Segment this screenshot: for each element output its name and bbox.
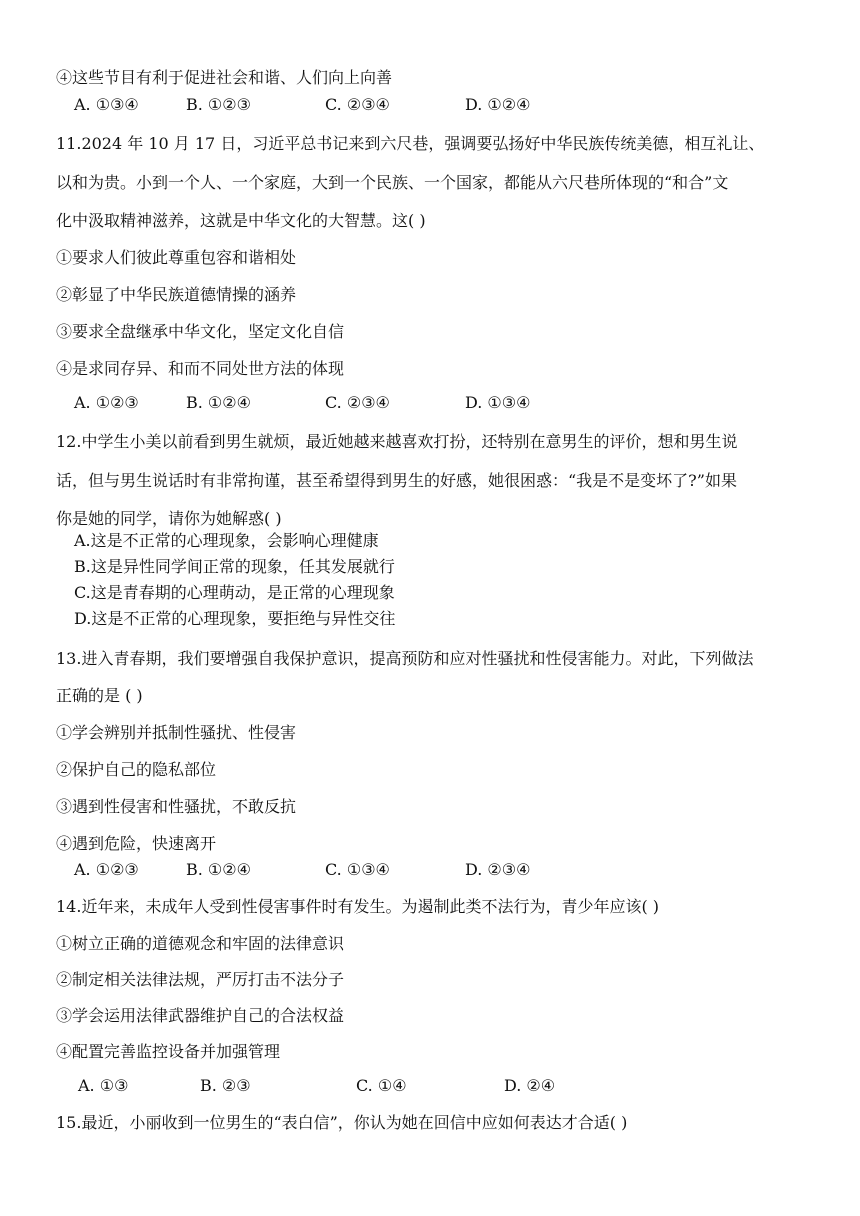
q13-item-1: ①学会辨别并抵制性骚扰、性侵害 (56, 723, 297, 742)
q10-option-b[interactable]: B. ①②③ (186, 95, 251, 114)
q13-item-2: ②保护自己的隐私部位 (56, 760, 217, 779)
q13-option-d[interactable]: D. ②③④ (465, 860, 531, 879)
q12-stem-line-2: 话，但与男生说话时有非常拘谨，甚至希望得到男生的好感，她很困惑：“我是不是变坏了?”如果 (56, 471, 737, 490)
q13-option-a[interactable]: A. ①②③ (74, 860, 139, 879)
q12-option-c[interactable]: C.这是青春期的心理萌动，是正常的心理现象 (74, 583, 395, 602)
q14-item-2: ②制定相关法律法规，严厉打击不法分子 (56, 970, 345, 989)
q13-option-c[interactable]: C. ①③④ (325, 860, 390, 879)
q10-item-4: ④这些节目有利于促进社会和谐、人们向上向善 (56, 68, 393, 87)
q11-stem-line-3: 化中汲取精神滋养，这就是中华文化的大智慧。这( ) (56, 211, 426, 230)
q10-option-c[interactable]: C. ②③④ (325, 95, 390, 114)
q14-item-1: ①树立正确的道德观念和牢固的法律意识 (56, 934, 345, 953)
q11-option-c[interactable]: C. ②③④ (325, 393, 390, 412)
q13-option-b[interactable]: B. ①②④ (186, 860, 251, 879)
q12-stem-line-1: 12.中学生小美以前看到男生就烦，最近她越来越喜欢打扮，还特别在意男生的评价，想和男生说 (56, 432, 738, 451)
q11-stem-line-1: 11.2024 年 10 月 17 日，习近平总书记来到六尺巷，强调要弘扬好中华民族传统美德，相互礼让、 (56, 134, 765, 153)
q14-stem-line-1: 14.近年来，未成年人受到性侵害事件时有发生。为遏制此类不法行为，青少年应该( ) (56, 897, 660, 916)
q11-item-3: ③要求全盘继承中华文化，坚定文化自信 (56, 322, 345, 341)
q14-option-a[interactable]: A. ①③ (78, 1076, 129, 1095)
q10-option-a[interactable]: A. ①③④ (74, 95, 139, 114)
q14-option-b[interactable]: B. ②③ (200, 1076, 251, 1095)
q14-item-3: ③学会运用法律武器维护自己的合法权益 (56, 1006, 345, 1025)
q10-option-d[interactable]: D. ①②④ (465, 95, 531, 114)
q13-item-4: ④遇到危险，快速离开 (56, 834, 217, 853)
q14-item-4: ④配置完善监控设备并加强管理 (56, 1042, 281, 1061)
q11-item-1: ①要求人们彼此尊重包容和谐相处 (56, 248, 297, 267)
q12-stem-line-3: 你是她的同学，请你为她解惑( ) (56, 509, 282, 528)
q13-item-3: ③遇到性侵害和性骚扰，不敢反抗 (56, 797, 297, 816)
q15-stem-line-1: 15.最近，小丽收到一位男生的“表白信”，你认为她在回信中应如何表达才合适( ) (56, 1113, 628, 1132)
q13-stem-line-2: 正确的是 ( ) (56, 686, 143, 705)
q11-option-b[interactable]: B. ①②④ (186, 393, 251, 412)
q14-option-d[interactable]: D. ②④ (504, 1076, 556, 1095)
q13-stem-line-1: 13.进入青春期，我们要增强自我保护意识，提高预防和应对性骚扰和性侵害能力。对此，下列做法 (56, 649, 754, 668)
q11-option-d[interactable]: D. ①③④ (465, 393, 531, 412)
q12-option-d[interactable]: D.这是不正常的心理现象，要拒绝与异性交往 (74, 609, 396, 628)
q12-option-a[interactable]: A.这是不正常的心理现象，会影响心理健康 (74, 531, 379, 550)
q11-option-a[interactable]: A. ①②③ (74, 393, 139, 412)
q11-stem-line-2: 以和为贵。小到一个人、一个家庭，大到一个民族、一个国家，都能从六尺巷所体现的“和合”文 (56, 173, 729, 192)
q14-option-c[interactable]: C. ①④ (356, 1076, 407, 1095)
q11-item-2: ②彰显了中华民族道德情操的涵养 (56, 285, 297, 304)
q12-option-b[interactable]: B.这是异性同学间正常的现象，任其发展就行 (74, 557, 395, 576)
q11-item-4: ④是求同存异、和而不同处世方法的体现 (56, 359, 345, 378)
